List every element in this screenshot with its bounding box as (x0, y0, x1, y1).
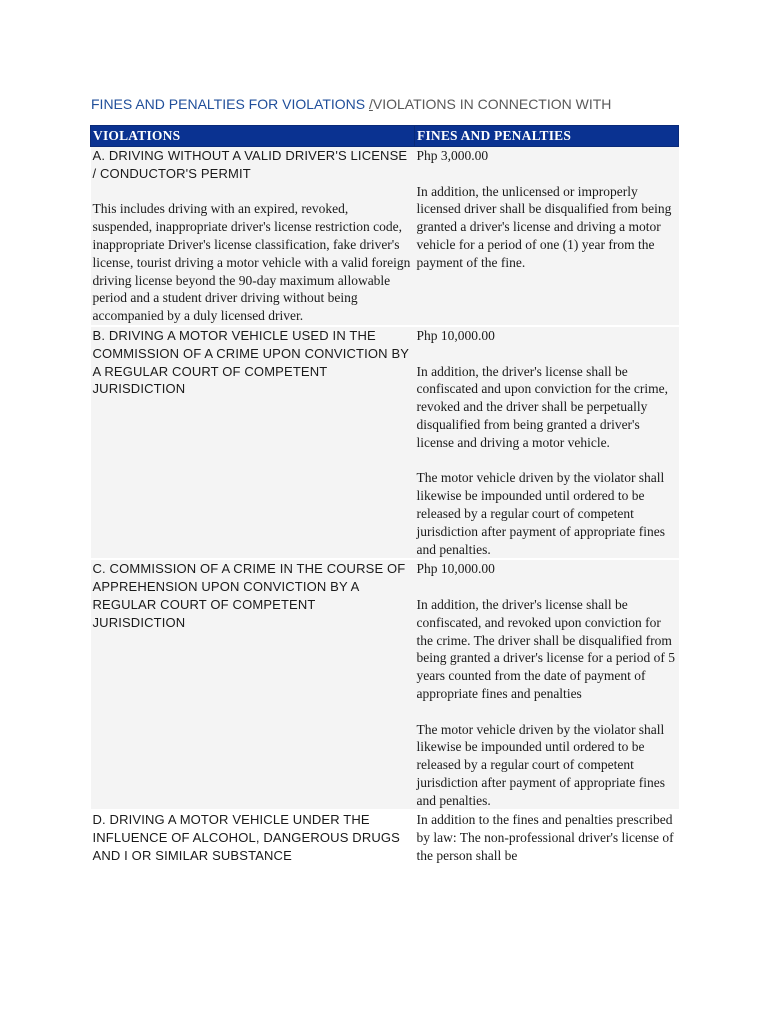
violation-title: C. COMMISSION OF A CRIME IN THE COURSE OF APPREHENSION UPON CONVICTION BY A REGULAR COURT OF COMPETENT JURISDICTION (92, 561, 406, 630)
violation-cell (91, 810, 415, 865)
table-row (91, 810, 679, 865)
header-violations: VIOLATIONS (91, 126, 415, 147)
fine-amount: Php 10,000.00 (416, 561, 495, 577)
violation-title: A. DRIVING WITHOUT A VALID DRIVER'S LICENSE / CONDUCTOR'S PERMIT (92, 148, 408, 181)
violation-cell (91, 559, 415, 810)
fine-cell (415, 147, 679, 326)
violation-title: D. DRIVING A MOTOR VEHICLE UNDER THE INFLUENCE OF ALCOHOL, DANGEROUS DRUGS AND I OR SIMILAR SUBSTANCE (92, 812, 400, 864)
fine-paragraph-impound: The motor vehicle driven by the violator shall likewise be impounded until ordered to be released by a regular court of competent jurisdiction after payment of appropriate fines and penalties. (416, 721, 666, 808)
title-separator: / (368, 96, 373, 112)
fine-amount: Php 3,000.00 (416, 148, 489, 163)
fine-paragraph: In addition, the driver's license shall be confiscated and upon conviction for the crime, revoked and the driver shall be perpetually disqualified from being granted a driver's license and driving a motor vehicle. (416, 363, 669, 450)
violation-detail: This includes driving with an expired, revoked, suspended, inappropriate driver's license restriction code, inappropriate Driver's license classification, fake driver's license, tourist driving a motor vehicle with a valid foreign driving license beyond the 90-day maximum allowable period and a student driver driving without being accompanied by a duly licensed driver. (92, 201, 411, 324)
fine-paragraph-impound: The motor vehicle driven by the violator shall likewise be impounded until ordered to be released by a regular court of competent jurisdiction after payment of appropriate fines and penalties. (416, 470, 666, 557)
fine-amount: Php 10,000.00 (416, 327, 495, 343)
fine-cell (415, 559, 679, 810)
fine-cell (415, 810, 679, 865)
violation-cell (91, 147, 415, 326)
title-part-1: FINES AND PENALTIES FOR VIOLATIONS (91, 96, 369, 112)
header-fines-penalties: FINES AND PENALTIES (415, 126, 679, 147)
fine-paragraph: In addition to the fines and penalties prescribed by law: The non-professional driver's license of the person shall be (416, 812, 674, 864)
table-row (91, 326, 679, 559)
table-header-row (91, 126, 679, 147)
violation-title: B. DRIVING A MOTOR VEHICLE USED IN THE COMMISSION OF A CRIME UPON CONVICTION BY A REGULAR COURT OF COMPETENT JURISDICTION (92, 327, 409, 397)
title-part-2: VIOLATIONS IN CONNECTION WITH (372, 96, 612, 112)
fine-cell (415, 326, 679, 559)
document-title (91, 94, 611, 114)
fine-paragraph: In addition, the unlicensed or improperly licensed driver shall be disqualified from being granted a driver's license and driving a motor vehicle for a period of one (1) year from the payment of the fine. (416, 183, 672, 270)
fine-paragraph: In addition, the driver's license shall be confiscated, and revoked upon conviction for the crime. The driver shall be disqualified from being granted a driver's license for a period of 5 years counted from the date of payment of appropriate fines and penalties (416, 596, 675, 701)
fines-penalties-table (90, 125, 679, 867)
table-row (91, 559, 679, 810)
violation-cell (91, 326, 415, 559)
table-row (91, 147, 679, 326)
